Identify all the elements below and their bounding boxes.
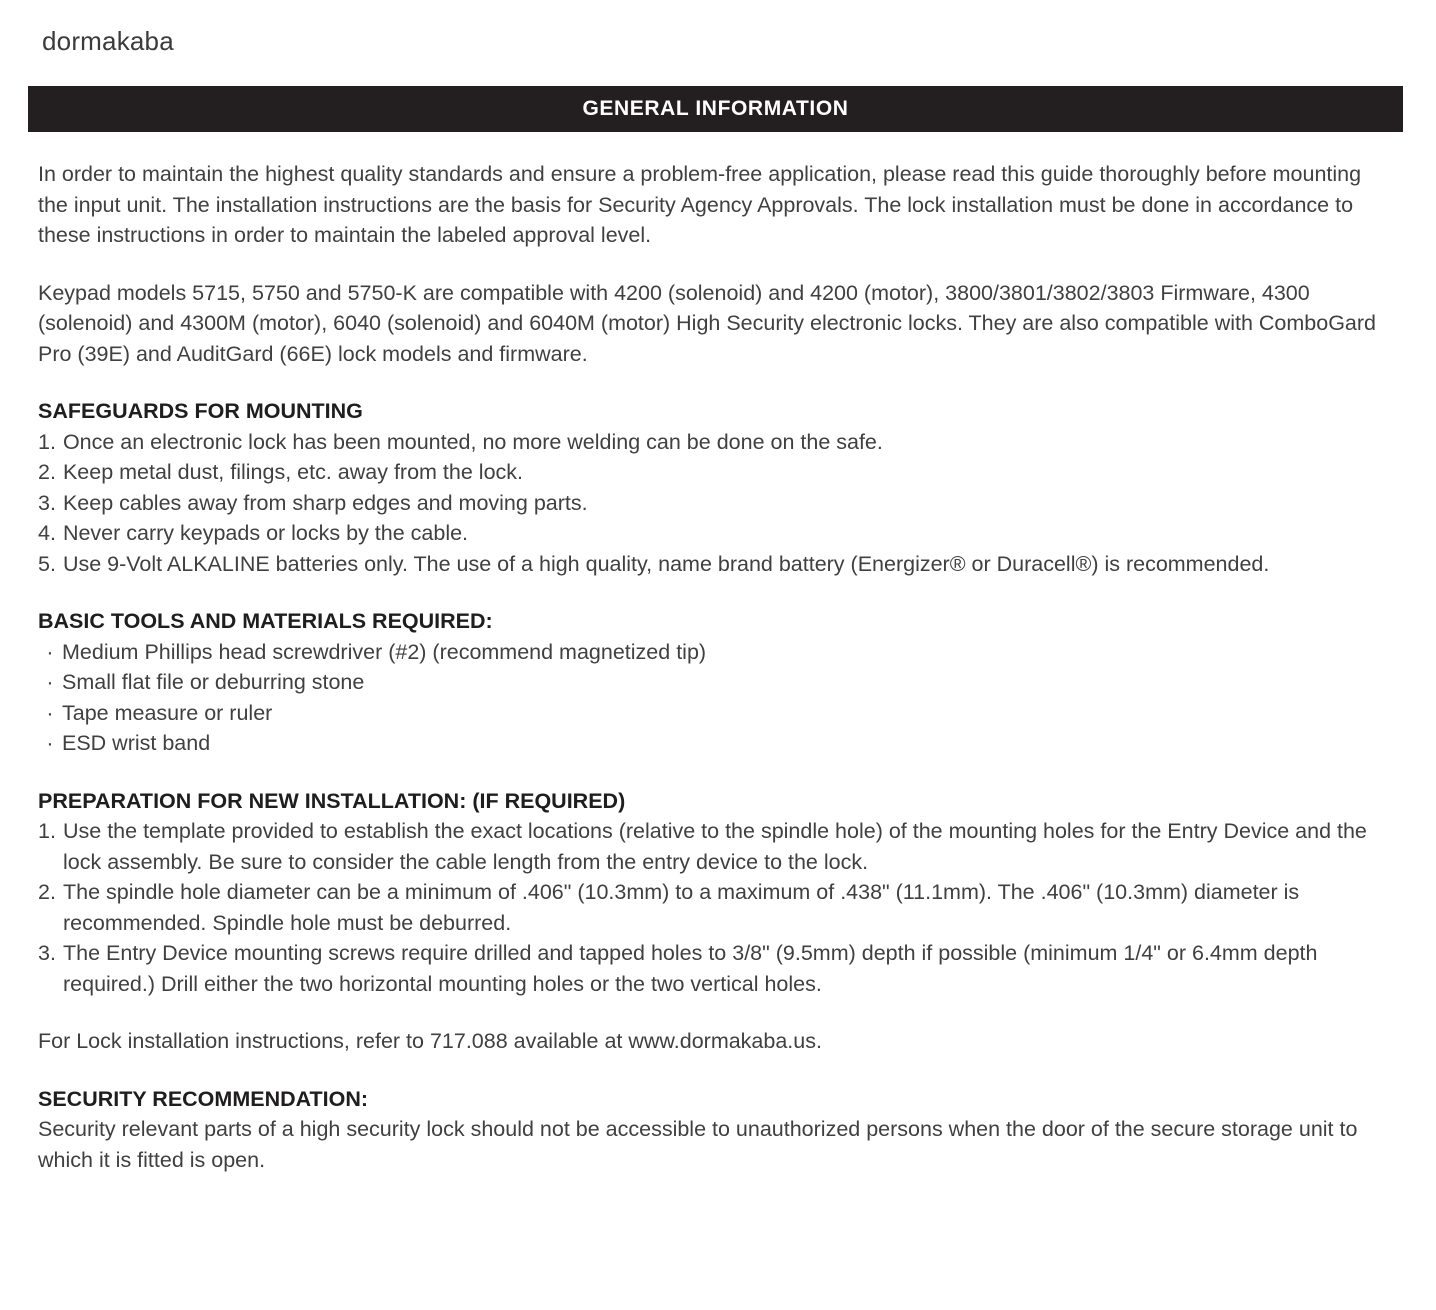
safeguards-list-item — [38, 518, 1394, 549]
bullet-marker: · — [46, 731, 54, 755]
list-number-marker: 1. — [38, 429, 56, 454]
list-item-text: Medium Phillips head screwdriver (#2) (recommend magnetized tip) — [62, 639, 707, 664]
tools-heading: BASIC TOOLS AND MATERIALS REQUIRED: — [38, 609, 493, 633]
list-item-text: Use 9-Volt ALKALINE batteries only. The use of a high quality, name brand battery (Energizer® or Duracell®) is recommended. — [62, 551, 1270, 576]
list-number-marker: 3. — [38, 490, 56, 515]
safeguards-heading: SAFEGUARDS FOR MOUNTING — [38, 399, 363, 423]
tools-list-item — [38, 698, 1394, 729]
tools-list-item — [38, 728, 1394, 759]
preparation-heading: PREPARATION FOR NEW INSTALLATION: (IF REQUIRED) — [38, 788, 626, 813]
list-item-text: ESD wrist band — [62, 731, 211, 755]
list-item-text: The Entry Device mounting screws require drilled and tapped holes to 3/8" (9.5mm) depth if possible (minimum 1/4" or 6.4mm depth required.) Drill either the two horizontal mounting holes or the two vertical holes. — [63, 941, 1318, 996]
list-number-marker: 5. — [38, 551, 56, 576]
list-number-marker: 3. — [38, 941, 56, 965]
preparation-list — [38, 816, 1394, 999]
list-item-text: Once an electronic lock has been mounted, no more welding can be done on the safe. — [62, 429, 883, 454]
document-body — [0, 159, 1436, 1215]
banner-title: GENERAL INFORMATION — [582, 97, 849, 120]
list-number-marker: 2. — [38, 880, 56, 904]
list-number-marker: 4. — [38, 521, 56, 545]
list-item-text: Keep metal dust, filings, etc. away from the lock. — [62, 460, 524, 484]
security-recommendation-heading: SECURITY RECOMMENDATION: — [38, 1086, 369, 1111]
general-information-banner — [28, 86, 1403, 132]
bullet-marker: · — [46, 670, 54, 694]
tools-list-item — [38, 667, 1394, 698]
safeguards-list — [38, 427, 1394, 580]
list-item-text: Tape measure or ruler — [62, 700, 273, 725]
dormakaba-logo: dormakaba — [42, 26, 174, 56]
safeguards-list-item — [38, 488, 1394, 519]
preparation-list-item — [38, 877, 1394, 938]
security-recommendation-body: Security relevant parts of a high security lock should not be accessible to unauthorized persons when the door of the secure storage unit to which it is fitted is open. — [38, 1117, 1358, 1172]
list-item-text: Never carry keypads or locks by the cable. — [62, 521, 469, 545]
preparation-list-item — [38, 816, 1394, 877]
intro-paragraph-2: Keypad models 5715, 5750 and 5750-K are compatible with 4200 (solenoid) and 4200 (motor), 3800/3801/3802/3803 Firmware, 4300 (solenoid) and 4300M (motor), 6040 (solenoid) and 6040M (motor) High Security electronic locks. They are also compatible with ComboGard Pro (39E) and AuditGard (66E) lock models and firmware. — [38, 280, 1377, 366]
safeguards-list-item — [38, 427, 1394, 458]
lock-installation-note: For Lock installation instructions, refer to 717.088 available at www.dormakaba.us. — [38, 1029, 822, 1053]
list-number-marker: 1. — [38, 819, 56, 843]
tools-list-item — [38, 637, 1394, 668]
preparation-list-item — [38, 938, 1394, 999]
tools-list — [38, 637, 1394, 759]
list-item-text: Use the template provided to establish the exact locations (relative to the spindle hole) of the mounting holes for the Entry Device and the lock assembly. Be sure to consider the cable length from the entry device to the lock. — [63, 819, 1367, 874]
intro-paragraph-1: In order to maintain the highest quality standards and ensure a problem-free application, please read this guide thoroughly before mounting the input unit. The installation instructions are the basis for Security Agency Approvals. The lock installation must be done in accordance to these instructions in order to maintain the labeled approval level. — [38, 162, 1362, 247]
bullet-marker: · — [46, 639, 54, 664]
safeguards-list-item — [38, 457, 1394, 488]
bullet-marker: · — [46, 700, 54, 725]
list-item-text: Small flat file or deburring stone — [62, 670, 365, 694]
list-number-marker: 2. — [38, 460, 56, 484]
list-item-text: Keep cables away from sharp edges and moving parts. — [62, 490, 588, 515]
list-item-text: The spindle hole diameter can be a minimum of .406" (10.3mm) to a maximum of .438" (11.1mm). The .406" (10.3mm) diameter is recommended. Spindle hole must be deburred. — [63, 880, 1300, 935]
safeguards-list-item — [38, 549, 1394, 580]
